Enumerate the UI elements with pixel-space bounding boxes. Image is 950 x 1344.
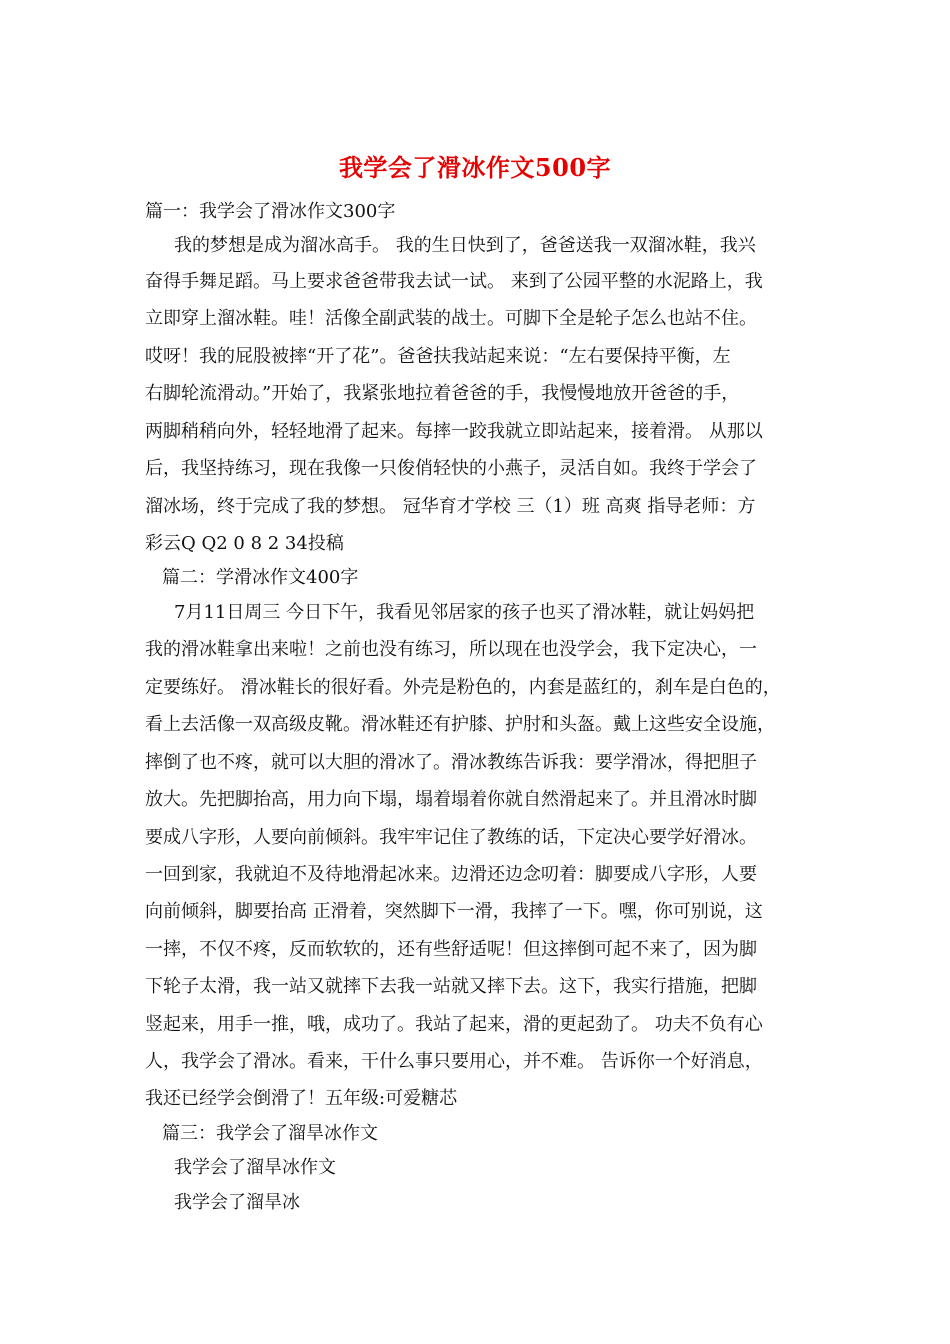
paragraph-line: 人，我学会了滑冰。看来，干什么事只要用心，并不难。 告诉你一个好消息， xyxy=(145,1051,763,1072)
section-heading-3: 篇三：我学会了溜旱冰作文 xyxy=(162,1123,378,1144)
section-heading-1: 篇一：我学会了滑冰作文300字 xyxy=(145,201,396,222)
paragraph-line: 我学会了溜旱冰 xyxy=(174,1192,300,1213)
paragraph-line: 右脚轮流滑动。”开始了，我紧张地拉着爸爸的手，我慢慢地放开爸爸的手， xyxy=(145,383,740,404)
paragraph-line: 我的滑冰鞋拿出来啦！之前也没有练习，所以现在也没学会，我下定决心，一 xyxy=(145,639,757,660)
paragraph-line: 立即穿上溜冰鞋。哇！活像全副武装的战士。可脚下全是轮子怎么也站不住。 xyxy=(145,308,757,329)
paragraph-line: 一摔，不仅不疼，反而软软的，还有些舒适呢！但这摔倒可起不来了，因为脚 xyxy=(145,939,757,960)
paragraph-line: 我学会了溜旱冰作文 xyxy=(174,1157,336,1178)
paragraph-line: 我还已经学会倒滑了！五年级:可爱糖芯 xyxy=(145,1088,458,1109)
paragraph-line: 哎呀！我的屁股被摔“开了花”。爸爸扶我站起来说：“左右要保持平衡，左 xyxy=(145,346,731,367)
paragraph-line: 定要练好。 滑冰鞋长的很好看。外壳是粉色的，内套是蓝红的，刹车是白色的， xyxy=(145,677,781,698)
paragraph-line: 后，我坚持练习，现在我像一只俊俏轻快的小燕子，灵活自如。我终于学会了 xyxy=(145,458,757,479)
paragraph-line: 一回到家，我就迫不及待地滑起冰来。边滑还边念叨着：脚要成八字形，人要 xyxy=(145,864,757,885)
paragraph-line: 竖起来，用手一推，哦，成功了。我站了起来，滑的更起劲了。 功夫不负有心 xyxy=(145,1014,763,1035)
paragraph-line: 看上去活像一双高级皮靴。滑冰鞋还有护膝、护肘和头盔。戴上这些安全设施， xyxy=(145,714,775,735)
paragraph-line: 奋得手舞足蹈。马上要求爸爸带我去试一试。 来到了公园平整的水泥路上，我 xyxy=(145,271,763,292)
paragraph-line: 7月11日周三 今日下午，我看见邻居家的孩子也买了滑冰鞋，就让妈妈把 xyxy=(174,602,755,623)
paragraph-line: 两脚稍稍向外，轻轻地滑了起来。每摔一跤我就立即站起来，接着滑。 从那以 xyxy=(145,421,763,442)
document-title: 我学会了滑冰作文500字 xyxy=(338,153,612,182)
paragraph-line: 向前倾斜，脚要抬高 正滑着，突然脚下一滑，我摔了一下。嘿，你可别说，这 xyxy=(145,901,763,922)
paragraph-line: 放大。先把脚抬高，用力向下塌，塌着塌着你就自然滑起来了。并且滑冰时脚 xyxy=(145,789,757,810)
paragraph-line: 彩云Q Q2 0 8 2 34投稿 xyxy=(145,533,344,554)
paragraph-line: 溜冰场，终于完成了我的梦想。 冠华育才学校 三（1）班 高爽 指导老师：方 xyxy=(145,496,756,517)
paragraph-line: 摔倒了也不疼，就可以大胆的滑冰了。滑冰教练告诉我：要学滑冰，得把胆子 xyxy=(145,752,757,773)
paragraph-line: 我的梦想是成为溜冰高手。 我的生日快到了，爸爸送我一双溜冰鞋，我兴 xyxy=(174,235,756,256)
paragraph-line: 下轮子太滑，我一站又就摔下去我一站就又摔下去。这下，我实行措施，把脚 xyxy=(145,976,757,997)
section-heading-2: 篇二：学滑冰作文400字 xyxy=(162,567,359,588)
paragraph-line: 要成八字形，人要向前倾斜。我牢牢记住了教练的话，下定决心要学好滑冰。 xyxy=(145,827,757,848)
